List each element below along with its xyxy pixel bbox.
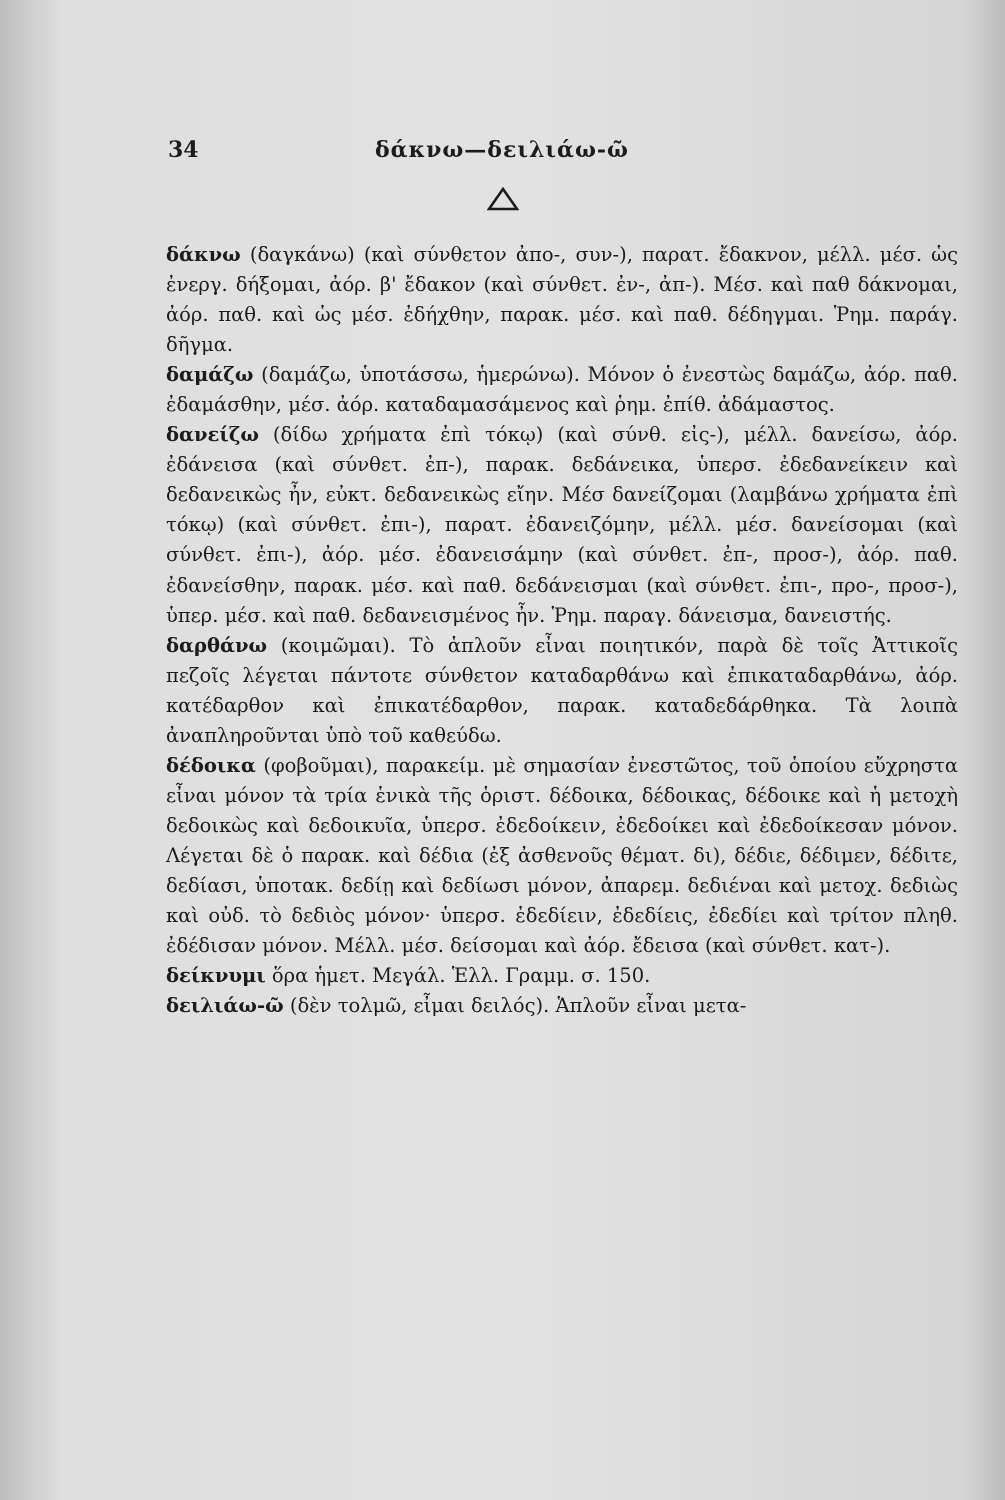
entry-text: ὅρα ἡμετ. Μεγάλ. Ἑλλ. Γραμμ. σ. 150.: [265, 964, 651, 988]
entry-lemma: δάκνω: [166, 243, 241, 266]
entry-text: (δαγκάνω) (καὶ σύνθετον ἀπο-, συν-), παρατ. ἔδακνον, μέλλ. μέσ. ὡς ἐνεργ. δήξομαι, ἀόρ. β' ἔδακον (καὶ σύνθετ. ἐν-, ἀπ-). Μέσ. καὶ παθ δάκνομαι, ἀόρ. παθ. καὶ ὡς μέσ. ἐδήχθην, παρακ. μέσ. καὶ παθ. δέδηγμαι. Ῥημ. παράγ. δῆγμα.: [166, 243, 958, 357]
entry: [166, 751, 958, 961]
delta-letter-glyph: [487, 187, 519, 211]
running-head: δάκνω—δειλιάω-ῶ: [374, 137, 630, 163]
entry-text: (κοιμῶμαι). Τὸ ἁπλοῦν εἶναι ποιητικόν, παρὰ δὲ τοῖς Ἀττικοῖς πεζοῖς λέγεται πάντοτε σύνθετον καταδαρθάνω καὶ ἐπικαταδαρθάνω, ἀόρ. κατέδαρθον καὶ ἐπικατέδαρθον, παρακ. καταδεδάρθηκα. Τὰ λοιπὰ ἀναπληροῦνται ὑπὸ τοῦ καθεύδω.: [166, 633, 958, 747]
entry-text: (δίδω χρήματα ἐπὶ τόκῳ) (καὶ σύνθ. εἰς-), μέλλ. δανείσω, ἀόρ. ἐδάνεισα (καὶ σύνθετ. ἐπ-), παρακ. δεδάνεικα, ὑπερσ. ἐδεδανείκειν καὶ δεδανεικὼς ἦν, εὐκτ. δεδανεικὼς εἴην. Μέσ δανείζομαι (λαμβάνω χρήματα ἐπὶ τόκῳ) (καὶ σύνθετ. ἐπι-), παρατ. ἐδανειζόμην, μέλλ. μέσ. δανείσομαι (καὶ σύνθετ. ἐπι-), ἀόρ. μέσ. ἐδανεισάμην (καὶ σύνθετ. ἐπ-, προσ-), ἀόρ. παθ. ἐδανείσθην, παρακ. μέσ. καὶ παθ. δεδάνεισμαι (καὶ σύνθετ. ἐπι-, προ-, προσ-), ὑπερ. μέσ. καὶ παθ. δεδανεισμένος ἦν. Ῥημ. παραγ. δάνεισμα, δανειστής.: [166, 423, 958, 627]
entry: [166, 961, 958, 991]
page-number: 34: [168, 137, 199, 163]
entry-text: (δαμάζω, ὑποτάσσω, ἡμερώνω). Μόνον ὁ ἐνεστὼς δαμάζω, ἀόρ. παθ. ἐδαμάσθην, μέσ. ἀόρ. καταδαμασάμενος καὶ ῥημ. ἐπίθ. ἀδάμαστος.: [166, 363, 958, 417]
entry: [166, 631, 958, 751]
entry-lemma: δείκνυμι: [166, 964, 266, 988]
entry-lemma: δειλιάω-ῶ: [166, 994, 284, 1018]
letter-heading: [0, 187, 1005, 215]
entry: [166, 991, 958, 1021]
dictionary-entries: [166, 240, 958, 1021]
entry-text: (φοβοῦμαι), παρακείμ. μὲ σημασίαν ἐνεστῶτος, τοῦ ὁποίου εὔχρηστα εἶναι μόνον τὰ τρία ἑνικὰ τῆς ὁριστ. δέδοικα, δέδοικας, δέδοικε καὶ ἡ μετοχὴ δεδοικὼς καὶ δεδοικυῖα, ὑπερσ. ἐδεδοίκειν, ἐδεδοίκει καὶ ἐδεδοίκεσαν μόνον. Λέγεται δὲ ὁ παρακ. καὶ δέδια (ἐξ ἀσθενοῦς θέματ. δι), δέδιε, δέδιμεν, δέδιτε, δεδίασι, ὑποτακ. δεδίῃ καὶ δεδίωσι μόνον, ἀπαρεμ. δεδιέναι καὶ μετοχ. δεδιὼς καὶ οὐδ. τὸ δεδιὸς μόνον· ὑπερσ. ἐδεδίειν, ἐδεδίεις, ἐδεδίει καὶ τρίτον πληθ. ἐδέδισαν μόνον. Μέλλ. μέσ. δείσομαι καὶ ἀόρ. ἔδεισα (καὶ σύνθετ. κατ-).: [166, 753, 958, 958]
entry-lemma: δαμάζω: [166, 363, 254, 387]
entry: [166, 360, 958, 420]
entry: [166, 240, 958, 360]
entry-text: (δὲν τολμῶ, εἶμαι δειλός). Ἁπλοῦν εἶναι μετα-: [283, 994, 747, 1018]
entry-lemma: δέδοικα: [166, 753, 256, 777]
entry-lemma: δανείζω: [166, 423, 259, 447]
entry: [166, 420, 958, 630]
page-header: [162, 133, 842, 167]
entry-lemma: δαρθάνω: [166, 633, 268, 657]
